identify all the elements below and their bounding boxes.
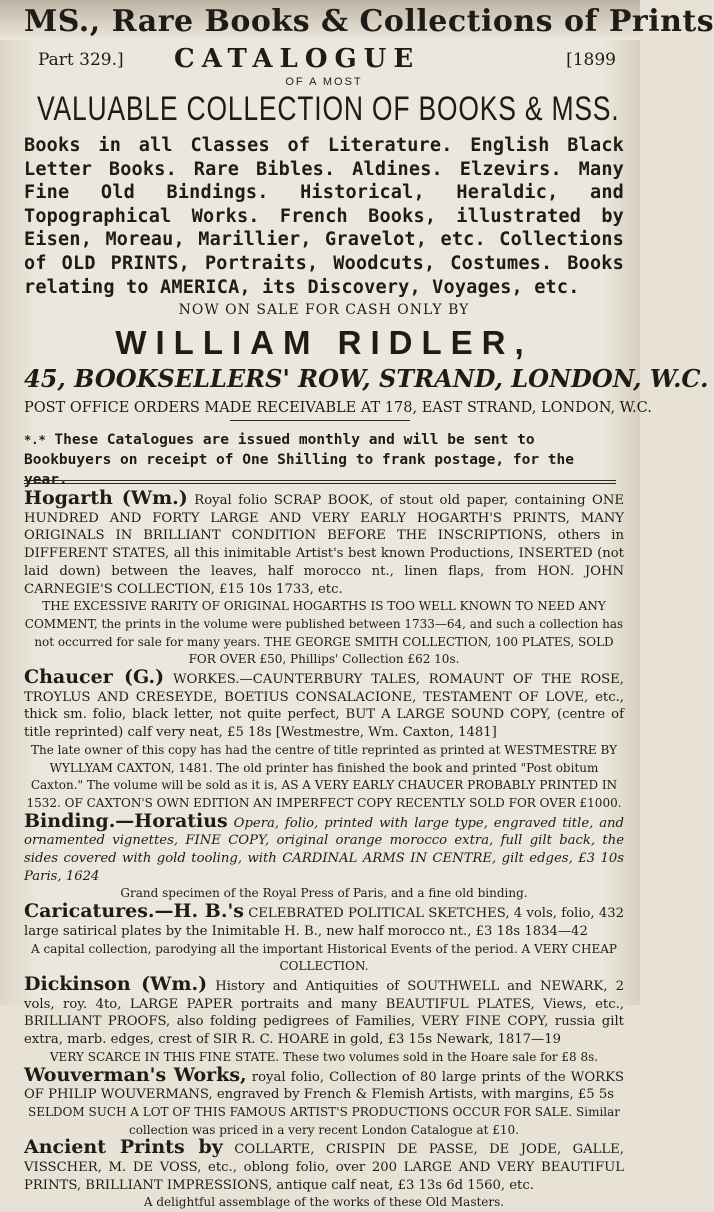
entry-note: Grand specimen of the Royal Press of Paris, and a fine old binding. bbox=[120, 886, 528, 901]
collection-heading: VALUABLE COLLECTION OF BOOKS & MSS. bbox=[37, 90, 620, 128]
entry-head: Caricatures.—H. B.'s bbox=[24, 900, 244, 923]
entry-note: SELDOM SUCH A LOT OF THIS FAMOUS ARTIST'S PRODUCTIONS OCCUR FOR SALE. Similar collection was priced in a very recent London Catalogue at £10. bbox=[27, 1104, 621, 1137]
entry-body: COLLARTE, CRISPIN DE PASSE, DE JODE, GALLE, VISSCHER, M. DE VOSS, etc., oblong folio, over 200 LARGE AND VERY BEAUTIFUL PRINTS, BRILLIANT IMPRESSIONS, antique calf neat, £3 13s 6d 1560, etc. bbox=[24, 1142, 624, 1193]
part-number: Part 329.] bbox=[38, 50, 124, 70]
bookseller-name: WILLIAM RIDLER, bbox=[115, 324, 533, 361]
list-item bbox=[24, 1063, 624, 1140]
entry-note: A delightful assemblage of the works of these Old Masters. bbox=[143, 1195, 505, 1210]
year: [1899 bbox=[566, 50, 616, 70]
now-on-sale: NOW ON SALE FOR CASH ONLY BY bbox=[178, 302, 470, 318]
entry-note: THE EXCESSIVE RARITY OF ORIGINAL HOGARTHS IS TOO WELL KNOWN TO NEED ANY COMMENT, the prints in the volume were published between 1733—64, and such a collection has not occurred for sale for many years. THE GEORGE SMITH COLLECTION, 100 PLATES, SOLD FOR OVER £50, Phillips' Collection £62 10s. bbox=[24, 599, 624, 667]
entry-note: VERY SCARCE IN THIS FINE STATE. These two volumes sold in the Hoare sale for £8 8s. bbox=[49, 1049, 599, 1064]
entry-body: Opera, folio, printed with large type, engraved title, and ornamented vignettes, FINE COPY, original orange morocco extra, full gilt back, the sides covered with gold tooling, with CARDINAL ARMS IN CENTRE, gilt edges, £3 10s Paris, 1624 bbox=[24, 815, 624, 884]
entry-head: Dickinson (Wm.) bbox=[24, 972, 208, 995]
of-a-most: OF A MOST bbox=[285, 76, 363, 88]
list-item bbox=[24, 487, 624, 669]
entry-head: Hogarth (Wm.) bbox=[24, 487, 188, 509]
post-office-line: POST OFFICE ORDERS MADE RECEIVABLE AT 178, EAST STRAND, LONDON, W.C. bbox=[24, 400, 652, 416]
entry-note: A capital collection, parodying all the important Historical Events of the period. A VERY CHEAP COLLECTION. bbox=[31, 941, 617, 974]
entry-head: Chaucer (G.) bbox=[24, 666, 165, 689]
entry-body: WORKES.—CAUNTERBURY TALES, ROMAUNT OF THE ROSE, TROYLUS AND CRESEYDE, BOETIUS CONSALACIONE, TESTAMENT OF LOVE, etc., thick sm. folio, black letter, not quite perfect, BUT A LARGE SOUND COPY, (centre of title reprinted) calf very neat, £5 18s [Westmestre, Wm. Caxton, 1481] bbox=[24, 672, 624, 741]
list-item bbox=[24, 809, 624, 904]
entry-body: royal folio, Collection of 80 large prints of the WORKS OF PHILIP WOUVERMANS, engraved by French & Flemish Artists, with margins, £5 5s bbox=[24, 1069, 624, 1103]
list-item bbox=[24, 900, 624, 976]
books-description: Books in all Classes of Literature. English Black Letter Books. Rare Bibles. Aldines. Elzevirs. Many Fine Old Bindings. Historical, Heraldic, and Topographical Works. French Books, illustrated by Eisen, Moreau, Marillier, Gravelot, etc. Collections of OLD PRINTS, Portraits, Woodcuts, Costumes. Books relating to AMERICA, its Discovery, Voyages, etc. bbox=[24, 135, 624, 298]
entry-body: Royal folio SCRAP BOOK, of stout old paper, containing ONE HUNDRED AND FORTY LARGE AND VERY EARLY HOGARTH'S PRINTS, MANY ORIGINALS IN BRILLIANT CONDITION BEFORE THE INSCRIPTIONS, others in DIFFERENT STATES, all this inimitable Artist's best known Productions, INSERTED (not laid down) between the leaves, half morocco nt., linen flaps, from HON. JOHN CARNEGIE'S COLLECTION, £15 10s 1733, etc. bbox=[24, 493, 624, 597]
book-listing bbox=[24, 487, 624, 1210]
running-header: MS., Rare Books & Collections of Prints bbox=[24, 4, 714, 39]
entry-head: Ancient Prints by bbox=[24, 1136, 223, 1159]
part-row bbox=[24, 44, 624, 74]
list-item bbox=[24, 972, 624, 1067]
catalogue-notice bbox=[24, 430, 624, 488]
list-item bbox=[24, 1136, 624, 1212]
catalogue-title: CATALOGUE bbox=[174, 44, 421, 74]
entry-body: History and Antiquities of SOUTHWELL and NEWARK, 2 vols, roy. 4to, LARGE PAPER portraits and many BEAUTIFUL PLATES, Views, etc., BRILLIANT PROOFS, also folding pedigrees of Families, VERY FINE COPY, russia gilt extra, marb. edges, crest of SIR R. C. HOARE in gold, £3 15s Newark, 1817—19 bbox=[24, 978, 624, 1048]
notice-text: These Catalogues are issued monthly and will be sent to Bookbuyers on receipt of One Shilling to frank postage, for the year. bbox=[24, 432, 574, 488]
asterism-icon: *.* bbox=[24, 433, 46, 447]
entry-note: The late owner of this copy has had the centre of title reprinted as printed at WESTMESTRE BY WYLLYAM CAXTON, 1481. The old printer has finished the book and printed "Post obitum Caxton." The volume will be sold as it is, AS A VERY EARLY CHAUCER PROBABLY PRINTED IN 1532. OF CAXTON'S OWN EDITION AN IMPERFECT COPY RECENTLY SOLD FOR OVER £1000. bbox=[26, 742, 622, 810]
divider bbox=[24, 483, 616, 484]
bookseller-address: 45, BOOKSELLERS' ROW, STRAND, LONDON, W.C. bbox=[24, 364, 709, 393]
entry-head: Binding.—Horatius bbox=[24, 809, 228, 832]
divider bbox=[24, 480, 616, 481]
list-item bbox=[24, 666, 624, 813]
divider bbox=[230, 420, 410, 421]
entry-head: Wouverman's Works, bbox=[24, 1063, 247, 1086]
entry-body: CELEBRATED POLITICAL SKETCHES, 4 vols, folio, 432 large satirical plates by the Inimitable H. B., new half morocco nt., £3 18s 1834—42 bbox=[24, 906, 624, 939]
